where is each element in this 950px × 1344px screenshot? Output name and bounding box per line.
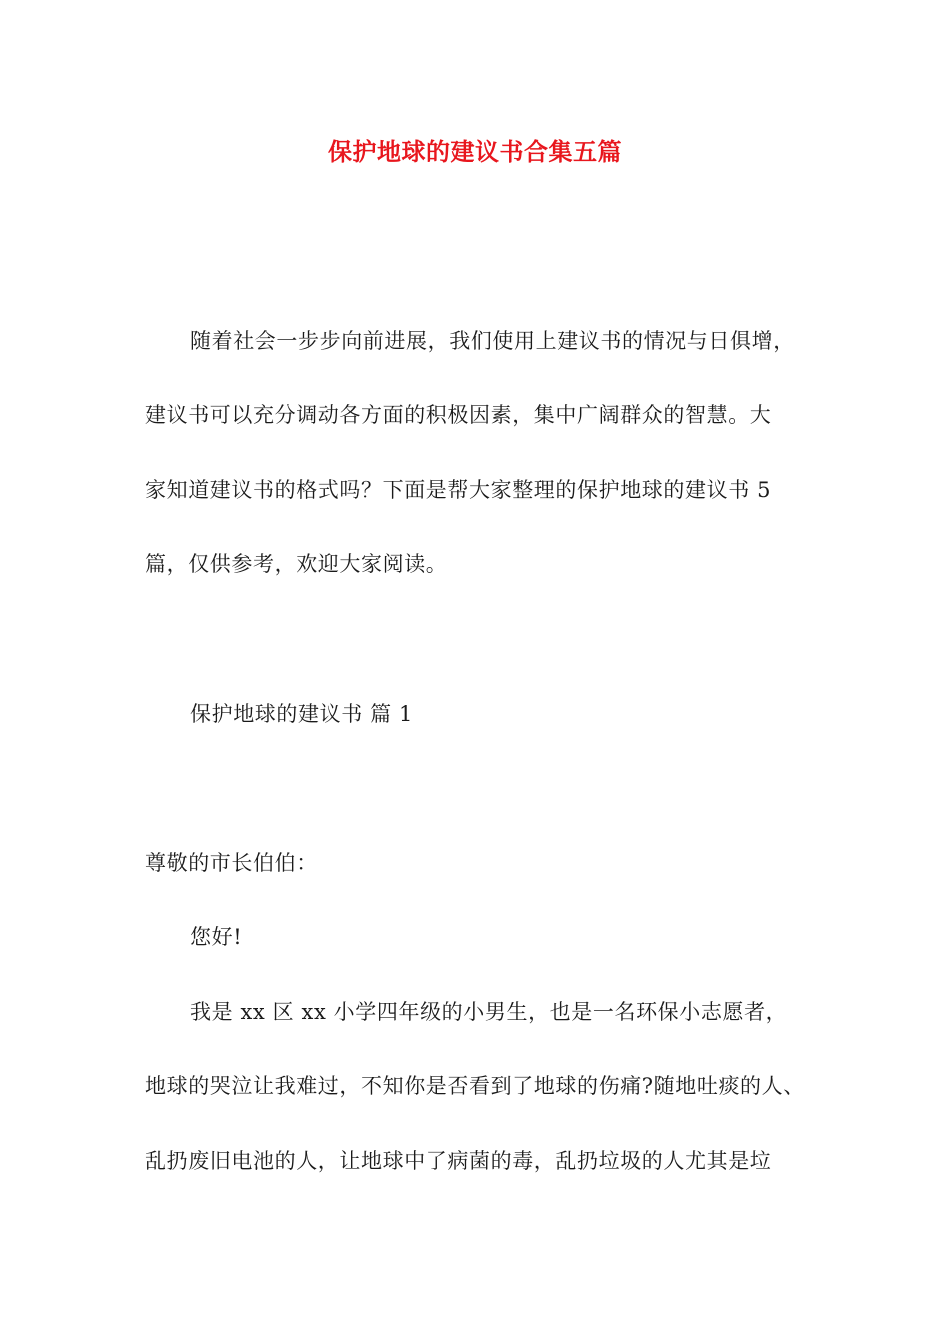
intro-line-4: 篇，仅供参考，欢迎大家阅读。: [145, 552, 448, 576]
intro-line-3: 家知道建议书的格式吗？下面是帮大家整理的保护地球的建议书 5: [145, 478, 772, 502]
document-title: 保护地球的建议书合集五篇: [328, 137, 622, 166]
body-line-2: 地球的哭泣让我难过，不知你是否看到了地球的伤痛?随地吐痰的人、: [145, 1074, 805, 1098]
intro-line-2: 建议书可以充分调动各方面的积极因素，集中广阔群众的智慧。大: [145, 403, 772, 427]
greeting: 您好!: [190, 925, 243, 949]
section-heading: 保护地球的建议书 篇 1: [190, 702, 413, 726]
salutation: 尊敬的市长伯伯：: [145, 851, 318, 875]
body-line-1: 我是 xx 区 xx 小学四年级的小男生，也是一名环保小志愿者，: [190, 1000, 788, 1024]
intro-line-1: 随着社会一步步向前进展，我们使用上建议书的情况与日俱增，: [190, 329, 795, 353]
body-line-3: 乱扔废旧电池的人，让地球中了病菌的毒，乱扔垃圾的人尤其是垃: [145, 1149, 772, 1173]
